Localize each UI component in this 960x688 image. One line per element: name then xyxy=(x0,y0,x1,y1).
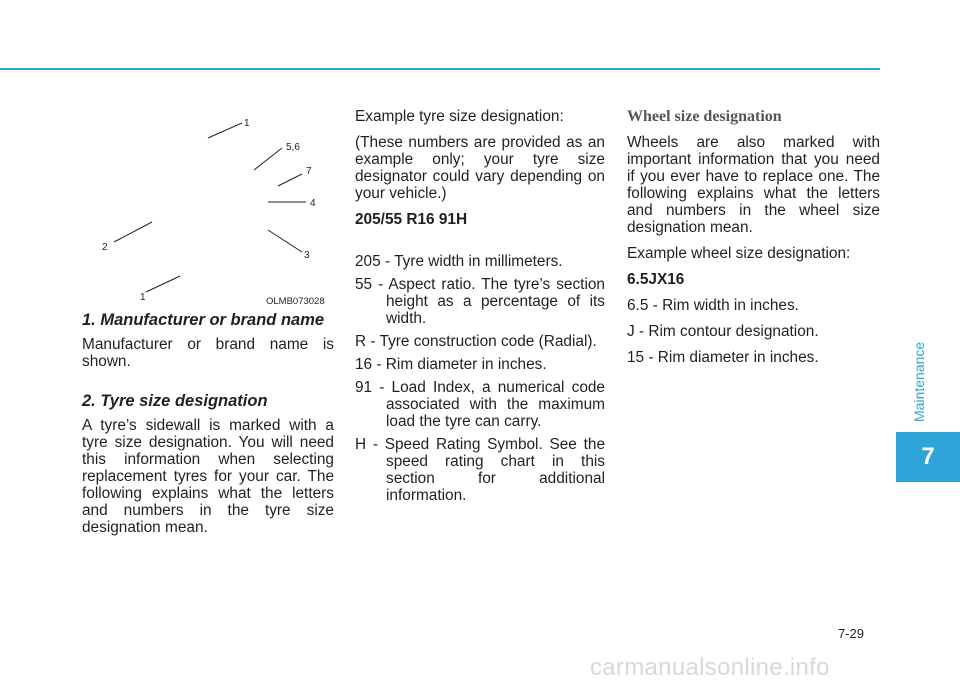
callout-label: 5,6 xyxy=(286,142,300,153)
heading-tyre-size: 2. Tyre size designation xyxy=(82,392,268,410)
wheel-item: J - Rim contour designation. xyxy=(627,323,819,340)
column-right xyxy=(627,108,880,375)
para-wheel-size: Wheels are also marked with important information that you need if you ever have to replace one. The following explains what the letters and numbers in the wheel size designation mean. xyxy=(627,134,880,236)
callout-label: 1 xyxy=(244,118,250,129)
tyre-item: 91 - Load Index, a numerical code associated with the maximum load the tyre can carry. xyxy=(355,379,605,430)
callout-label: 2 xyxy=(102,242,108,253)
tyre-item: 205 - Tyre width in millimeters. xyxy=(355,253,563,270)
callout-line-7 xyxy=(278,174,302,186)
heading-wheel-size: Wheel size designation xyxy=(627,108,782,125)
tyre-example-code: 205/55 R16 91H xyxy=(355,211,468,228)
wheel-item: 6.5 - Rim width in inches. xyxy=(627,297,799,314)
para-tyre-size: A tyre’s sidewall is marked with a tyre size designation. You will need this information when selecting replacement tyres for your car. The following explains what the letters and numbers in the tyre size designation mean. xyxy=(82,417,334,536)
callout-label: 1 xyxy=(140,292,146,303)
column-middle xyxy=(355,108,605,510)
tyre-item: H - Speed Rating Symbol. See the speed rating chart in this section for additional information. xyxy=(355,436,605,504)
callout-line-5-6 xyxy=(254,148,282,170)
callout-line-1-bottom xyxy=(146,276,180,292)
callout-label: 4 xyxy=(310,198,316,209)
tyre-example-intro: Example tyre size designation: xyxy=(355,108,564,125)
callout-line-1-top xyxy=(208,123,242,138)
header-rule xyxy=(0,68,880,70)
callout-line-3 xyxy=(268,230,302,252)
section-label: Maintenance xyxy=(911,341,927,423)
wheel-example-code: 6.5JX16 xyxy=(627,271,685,288)
wheel-item: 15 - Rim diameter in inches. xyxy=(627,349,819,366)
para-manufacturer: Manufacturer or brand name is shown. xyxy=(82,336,334,370)
tyre-sidewall-illustration xyxy=(96,106,336,310)
tyre-example-note: (These numbers are provided as an example only; your tyre size designator could vary depending on your vehicle.) xyxy=(355,134,605,202)
column-left xyxy=(82,312,334,545)
callout-label: 3 xyxy=(304,250,310,261)
callout-label: 7 xyxy=(306,166,312,177)
tyre-item: 16 - Rim diameter in inches. xyxy=(355,356,547,373)
wheel-example-intro: Example wheel size designation: xyxy=(627,245,851,262)
heading-manufacturer: 1. Manufacturer or brand name xyxy=(82,311,325,329)
tyre-item: R - Tyre construction code (Radial). xyxy=(355,333,597,350)
chapter-tab: 7 xyxy=(896,432,960,482)
page-number: 7-29 xyxy=(838,626,865,641)
watermark: carmanualsonline.info xyxy=(590,654,830,681)
callout-line-2 xyxy=(114,222,152,242)
tyre-item: 55 - Aspect ratio. The tyre’s section height as a percentage of its width. xyxy=(355,276,605,327)
illustration-code: OLMB073028 xyxy=(266,296,325,307)
